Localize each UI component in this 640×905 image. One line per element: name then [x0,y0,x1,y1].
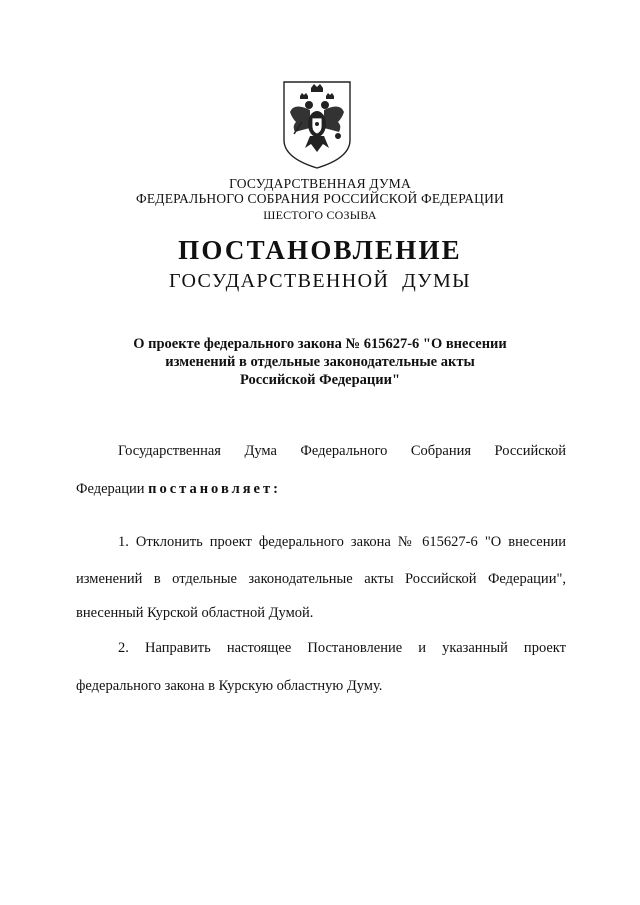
subject-line-3: Российской Федерации" [239,372,401,388]
item-1-line-1: 1. Отклонить проект федерального закона № 615627-6 "О внесении [118,534,566,550]
document-subtitle: ГОСУДАРСТВЕННОЙ ДУМЫ [169,270,471,292]
header-org-line-1: ГОСУДАРСТВЕННАЯ ДУМА [229,176,411,191]
preamble-line-2-text: Федерации [76,481,149,497]
subject-line-2: изменений в отдельные законодательные акты [165,354,475,370]
preamble-line-1: Государственная Дума Федерального Собрания Российской [118,443,566,459]
item-2-line-1: 2. Направить настоящее Постановление и указанный проект [118,640,566,656]
item-1-line-2: изменений в отдельные законодательные акты Российской Федерации", [76,571,566,587]
item-1-line-3: внесенный Курской областной Думой. [76,605,314,621]
item-2-line-2: федерального закона в Курскую областную Думу. [76,678,383,694]
header-org-line-2: ФЕДЕРАЛЬНОГО СОБРАНИЯ РОССИЙСКОЙ ФЕДЕРАЦИИ [136,191,504,206]
document-title: ПОСТАНОВЛЕНИЕ [178,235,462,265]
coat-of-arms-icon [280,78,354,170]
resolves-word: постановляет: [148,481,281,497]
header-convocation: ШЕСТОГО СОЗЫВА [263,208,377,222]
subject-line-1: О проекте федерального закона № 615627-6 "О внесении [133,336,507,352]
preamble-line-2 [76,481,566,498]
